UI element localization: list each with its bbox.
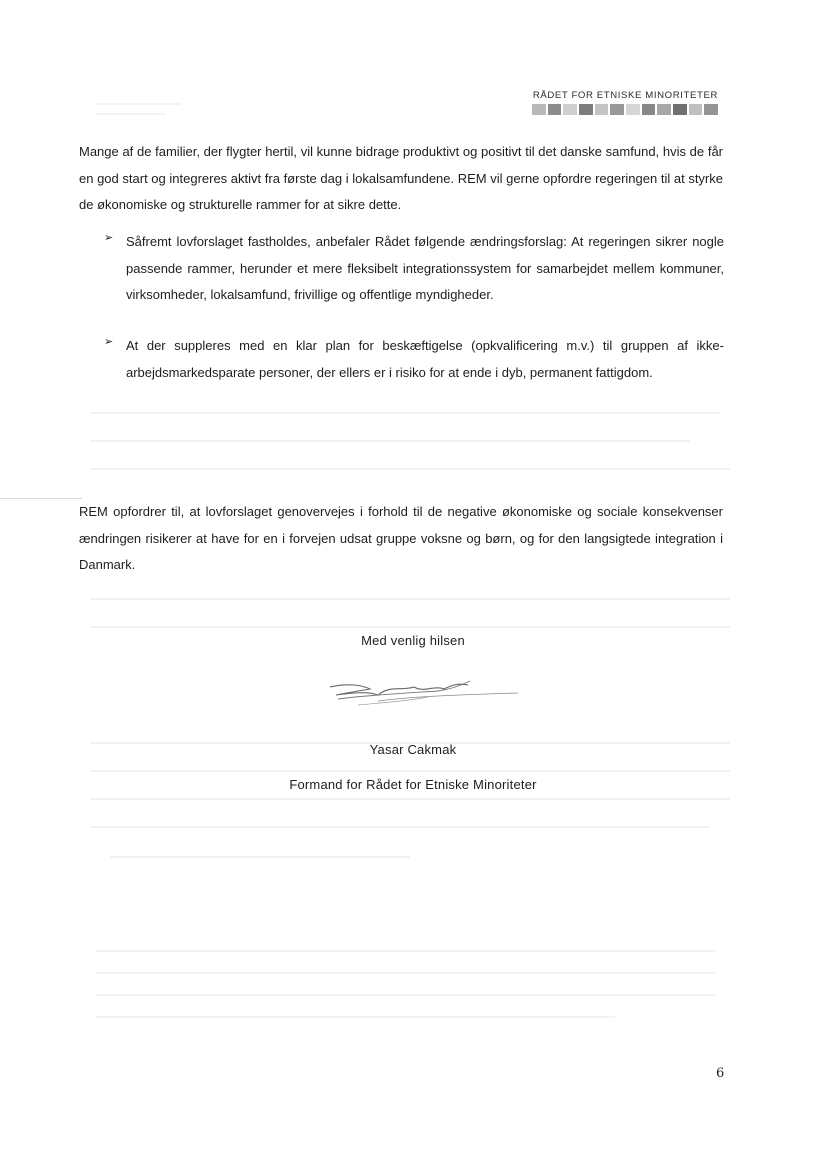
show-through-line (96, 103, 180, 105)
show-through-line (95, 972, 715, 974)
show-through-line (110, 856, 410, 858)
signer-title: Formand for Rådet for Etniske Minoriteter (289, 777, 537, 792)
logo-color-block (626, 104, 640, 115)
logo-color-block (689, 104, 703, 115)
arrow-bullet-icon: ➢ (104, 232, 114, 244)
logo-color-block (610, 104, 624, 115)
show-through-line (90, 626, 730, 628)
closing-greeting: Med venlig hilsen (361, 633, 465, 648)
show-through-line (90, 440, 690, 442)
logo-color-block (548, 104, 562, 115)
show-through-line (90, 598, 730, 600)
logo-color-block (579, 104, 593, 115)
logo-color-block (563, 104, 577, 115)
page-number: 6 (716, 1066, 725, 1081)
show-through-line (90, 412, 720, 414)
bullet-item (104, 229, 724, 309)
show-through-line (90, 826, 710, 828)
logo-color-block (704, 104, 718, 115)
arrow-bullet-icon: ➢ (104, 336, 114, 348)
logo-color-bar (532, 104, 718, 115)
bullet-text: Såfremt lovforslaget fastholdes, anbefaler Rådet følgende ændringsforslag: At regeringen sikrer nogle passende rammer, herunder et mere fleksibelt integrationssystem for samarbejdet mellem kommuner, virksomheder, lokalsamfund, frivillige og offentlige myndigheder. (126, 234, 724, 302)
show-through-line (90, 798, 730, 800)
logo-color-block (642, 104, 656, 115)
organization-name: RÅDET FOR ETNISKE MINORITETER (532, 90, 718, 101)
bullet-item (104, 333, 724, 386)
show-through-line (95, 1016, 615, 1018)
paragraph-conclusion: REM opfordrer til, at lovforslaget genovervejes i forhold til de negative økonomiske og sociale konsekvenser ændringen risikerer at have for en i forvejen udsat gruppe voksne og børn, og for den langsigtede integration i Danmark. (79, 504, 723, 572)
paragraph-intro: Mange af de familier, der flygter hertil, vil kunne bidrage produktivt og positivt til det danske samfund, hvis de får en god start og integreres aktivt fra første dag i lokalsamfundene. REM vil gerne opfordre regeringen til at styrke de økonomiske og strukturelle rammer for at sikre dette. (79, 144, 723, 212)
logo-color-block (595, 104, 609, 115)
show-through-line (95, 994, 715, 996)
show-through-line (95, 950, 715, 952)
logo-color-block (532, 104, 546, 115)
bullet-text: At der suppleres med en klar plan for beskæftigelse (opkvalificering m.v.) til gruppen af ikke-arbejdsmarkedsparate personer, der ellers er i risiko for at ende i dyb, permanent fattigdom. (126, 338, 724, 380)
show-through-line (90, 770, 730, 772)
handwritten-signature (318, 673, 528, 713)
logo-color-block (673, 104, 687, 115)
organization-logo (532, 90, 718, 115)
margin-mark (0, 498, 82, 499)
logo-color-block (657, 104, 671, 115)
signer-name: Yasar Cakmak (369, 742, 457, 757)
show-through-line (90, 468, 730, 470)
show-through-line (96, 113, 166, 115)
